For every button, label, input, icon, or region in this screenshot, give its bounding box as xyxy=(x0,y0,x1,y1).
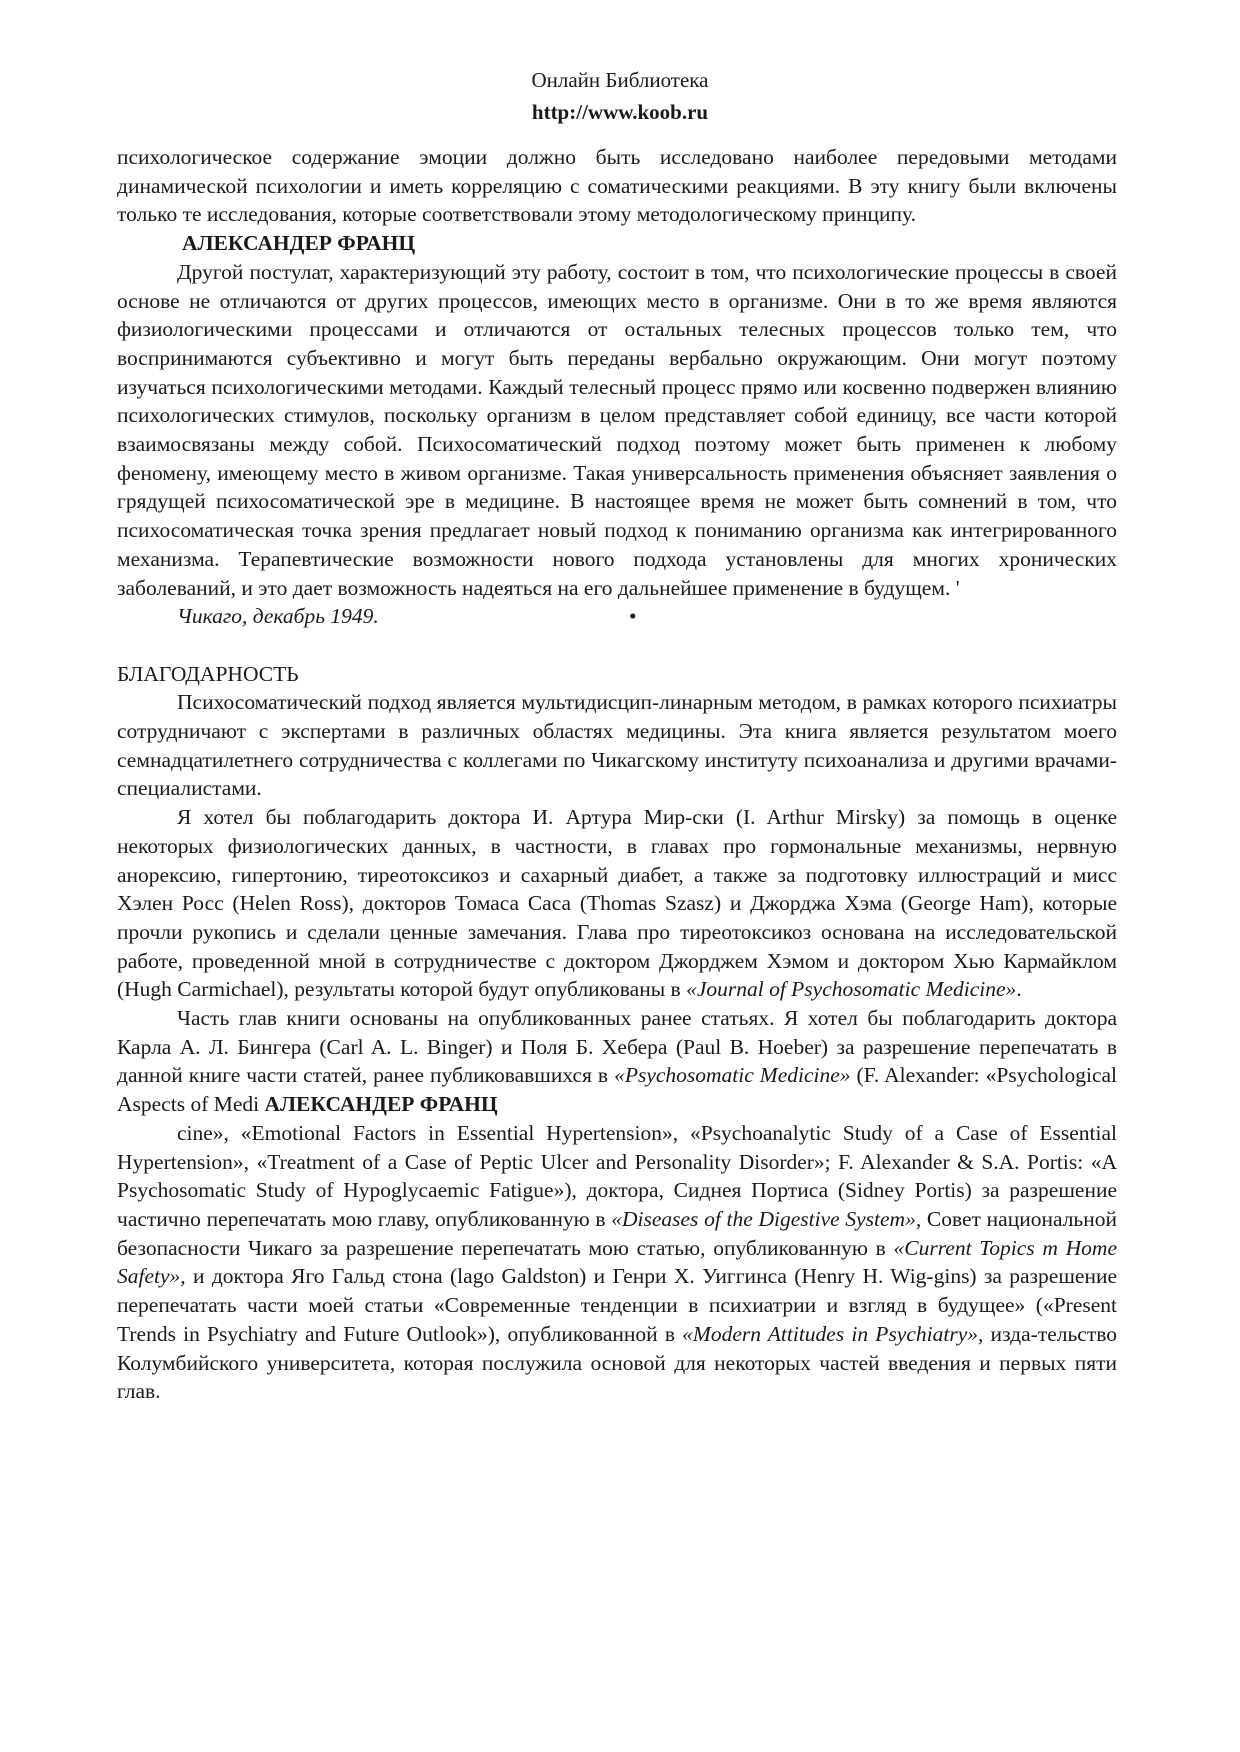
journal-title: «Psychosomatic Medicine» xyxy=(614,1063,851,1088)
library-header: Онлайн Библиотека xyxy=(531,68,709,92)
paragraph-acknowledgements-intro: Психосоматический подход является мультидисцип-линарным методом, в рамках которого психиатры сотрудничают с экспертами в различных областях медицины. Эта книга является результатом моего семнадцатилетнего сотрудничества с коллегами по Чикагскому институту психоанализа и другими врачами-специалистами. xyxy=(117,690,1117,801)
running-head-author-inline: АЛЕКСАНДЕР ФРАНЦ xyxy=(264,1092,498,1117)
paragraph-thanks-text: Я хотел бы поблагодарить доктора И. Артура Мир-ски (I. Arthur Mirsky) за помощь в оценке некоторых физиологических данных, в частности, в главах про гормональные механизмы, нервную анорексию, гипертонию, тиреотоксикоз и сахарный диабет, а также за подготовку иллюстраций и мисс Хэлен Росс (Helen Ross), докторов Томаса Саса (Thomas Szasz) и Джорджа Хэма (George Ham), которые прочли рукопись и сделали ценные замечания. Глава про тиреотоксикоз основана на исследовательской работе, проведенной мной в сотрудничестве с доктором Джорджем Хэмом и доктором Хью Кармайклом (Hugh Carmichael), результаты которой будут опубликованы в xyxy=(117,805,1117,1002)
paragraph-thanks-mirsky xyxy=(117,803,1117,1004)
site-url: http://www.koob.ru xyxy=(531,100,709,124)
paragraph-end: . xyxy=(1016,977,1022,1002)
signature-place-date xyxy=(117,602,1117,631)
journal-title: «Diseases of the Digestive System», xyxy=(611,1207,922,1231)
section-title-acknowledgements: БЛАГОДАРНОСТЬ xyxy=(117,661,299,686)
main-text xyxy=(117,143,1117,1406)
paragraph-text-3: и доктора Яго Гальд стона (lago Galdston) и Генри X. Уиггинса (Henry H. Wig-gins) за разрешение перепечатать части моей статьи «Современные тенденции в психиатрии и взгляд в будущее» («Present Trends in Psychiatry and Future Outlook»), опубликованной в xyxy=(117,1264,1117,1346)
blank-line xyxy=(117,631,1117,660)
paragraph-text-2: (F. Alexander: «Psychological Aspects of Medi xyxy=(117,1063,1118,1117)
paragraph-text-1: cine», «Emotional Factors in Essential Hypertension», «Psychoanalytic Study of a Case of Essential Hypertension», «Treatment of a Case of Peptic Ulcer and Personality Disorder»; F. Alexander & S.A. Portis: «A Psychosomatic Study of Hypoglycaemic Fatigue»), доктора, Сиднея Портиса (Sidney Portis) за разрешение частично перепечатать мою главу, опубликованную в xyxy=(117,1120,1117,1231)
journal-title: «Modern Attitudes in Psychiatry», xyxy=(682,1321,984,1346)
running-head-author: АЛЕКСАНДЕР ФРАНЦ xyxy=(182,231,416,256)
signature-text: Чикаго, декабрь 1949. xyxy=(177,604,379,629)
stray-mark: • xyxy=(629,604,637,629)
paragraph-postulate: Другой постулат, характеризующий эту работу, состоит в том, что психологические процессы в своей основе не отличаются от других процессов, имеющих место в организме. Они в то же время являются физиологическими процессами и отличаются от остальных телесных процессов только тем, что воспринимаются субъективно и могут быть переданы вербально окружающим. Они могут поэтому изучаться психологическими методами. Каждый телесный процесс прямо или косвенно подвержен влиянию психологических стимулов, поскольку организм в целом представляет собой единицу, все части которой взаимосвязаны между собой. Психосоматический подход поэтому может быть применен к любому феномену, имеющему место в живом организме. Такая универсальность применения объясняет заявления о грядущей психосоматической эре в медицине. В настоящее время не может быть сомнений в том, что психосоматическая точка зрения предлагает новый подход к пониманию организма как интегрированного механизма. Терапевтические возможности нового подхода установлены для многих хронических заболеваний, и это дает возможность надеяться на его дальнейшее применение в будущем. ' xyxy=(117,259,1117,600)
paragraph-published-articles xyxy=(117,1004,1117,1119)
paragraph-permissions xyxy=(117,1119,1117,1406)
journal-title: «Journal of Psychosomatic Medicine» xyxy=(686,977,1017,1002)
paragraph-continuation: психологическое содержание эмоции должно быть исследовано наиболее передовыми методами динамической психологии и иметь корреляцию с соматическими реакциями. В эту книгу были включены только те исследования, которые соответствовали этому методологическому принципу. xyxy=(117,145,1117,227)
paragraph-text-4: изда-тельство Колумбийского университета, которая послужила основой для некоторых частей введения и первых пяти глав. xyxy=(117,1321,1117,1404)
journal-title: «Current Topics m Home Safety», xyxy=(117,1235,1117,1289)
paragraph-text-2: Совет национальной безопасности Чикаго за разрешение перепечатать мою статью, опубликованную в xyxy=(117,1207,1117,1260)
paragraph-text-1: Часть глав книги основаны на опубликованных ранее статьях. Я хотел бы поблагодарить доктора Карла А. Л. Бингера (Carl A. L. Binger) и Поля Б. Хебера (Paul B. Hoeber) за разрешение перепечатать в данной книге части статей, ранее публиковавшихся в xyxy=(117,1006,1117,1088)
